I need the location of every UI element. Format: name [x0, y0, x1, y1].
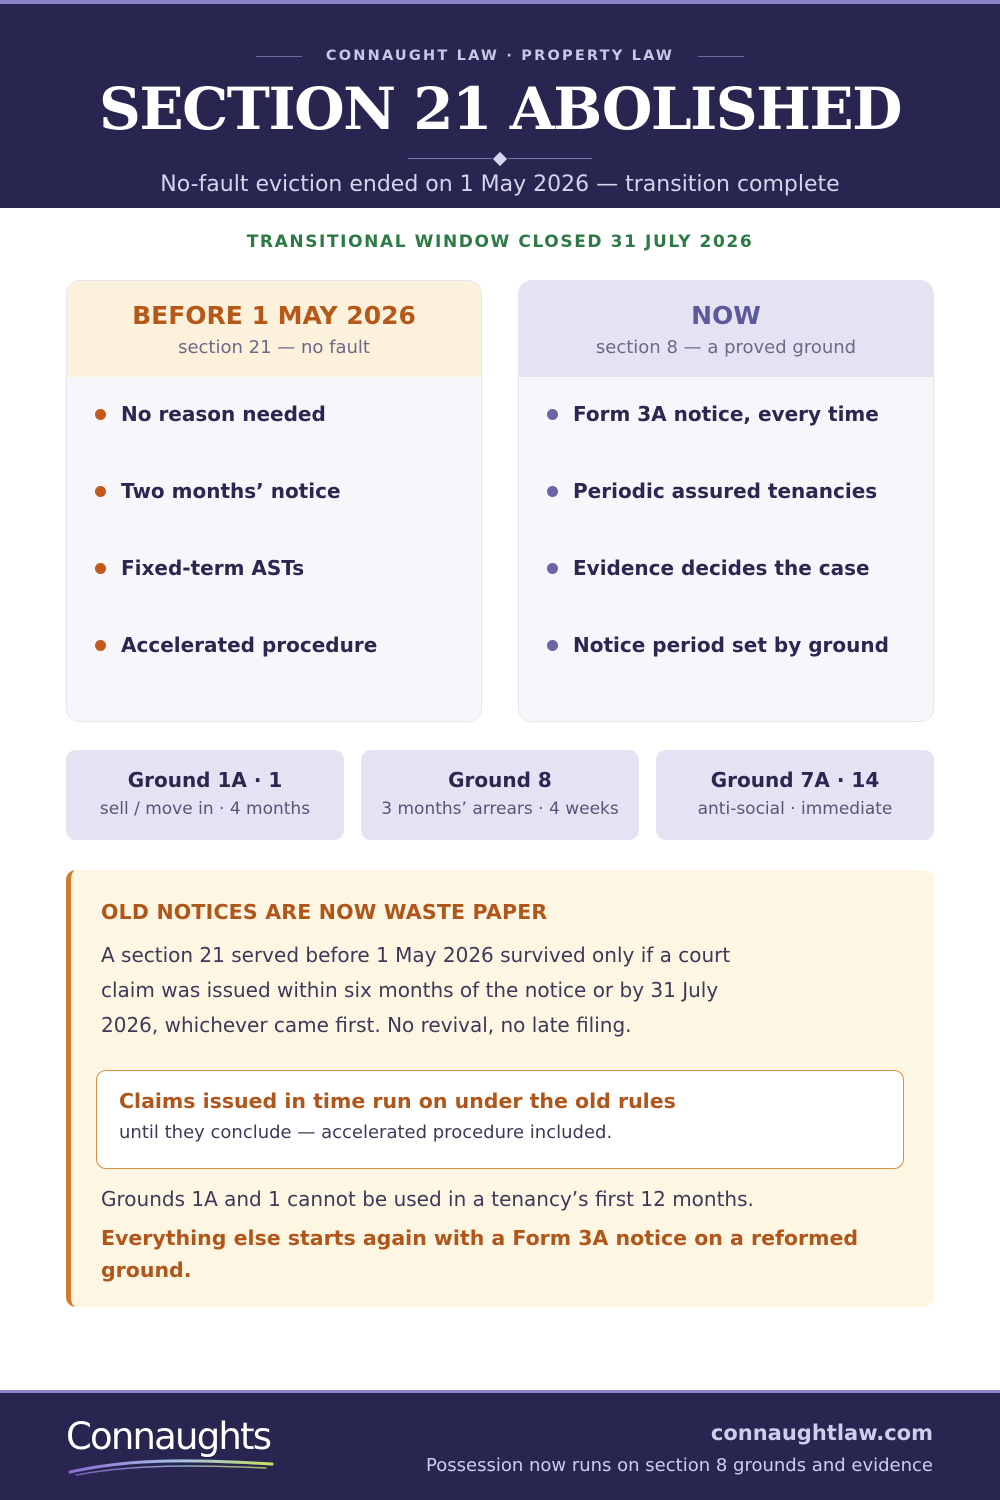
ground-chip-7a: [656, 750, 934, 840]
header-banner: [0, 0, 1000, 208]
callout-title: Claims issued in time run on under the old rules: [119, 1089, 676, 1113]
website-link[interactable]: connaughtlaw.com: [710, 1421, 933, 1445]
bullet-icon: [547, 640, 558, 651]
list-item: Two months’ notice: [95, 476, 481, 553]
logo-swoosh-icon: [66, 1455, 276, 1479]
connaughts-logo: [66, 1415, 286, 1475]
title-divider: [408, 152, 592, 166]
now-card-header: [519, 281, 933, 377]
diamond-icon: [493, 152, 507, 166]
list-item: Fixed-term ASTs: [95, 553, 481, 630]
eyebrow-text: CONNAUGHT LAW · PROPERTY LAW: [325, 48, 675, 64]
panel-body-line: A section 21 served before 1 May 2026 survived only if a court: [101, 943, 731, 967]
eyebrow: [0, 48, 1000, 64]
page-title: SECTION 21 ABOLISHED: [99, 75, 901, 143]
bullet-icon: [95, 563, 106, 574]
footer: [0, 1390, 1000, 1500]
list-item: Form 3A notice, every time: [547, 399, 933, 476]
list-item: Periodic assured tenancies: [547, 476, 933, 553]
panel-body-line: claim was issued within six months of the notice or by 31 July: [101, 978, 719, 1002]
ground-chip-8: [361, 750, 639, 840]
eyebrow-rule-left: [256, 56, 302, 57]
before-card-title: BEFORE 1 MAY 2026: [132, 301, 416, 330]
list-item: Evidence decides the case: [547, 553, 933, 630]
now-card-subtitle: section 8 — a proved ground: [595, 337, 857, 358]
panel-note: Grounds 1A and 1 cannot be used in a tenancy’s first 12 months.: [101, 1187, 754, 1211]
callout-subtitle: until they conclude — accelerated procedure included.: [119, 1122, 613, 1143]
panel-body-line: 2026, whichever came first. No revival, no late filing.: [101, 1013, 632, 1037]
logo-wordmark: Connaughts: [66, 1415, 271, 1458]
eyebrow-rule-right: [698, 56, 744, 57]
ground-chip-title: Ground 7A · 14: [710, 768, 880, 792]
transitional-window-note: TRANSITIONAL WINDOW CLOSED 31 JULY 2026: [246, 232, 754, 252]
bullet-icon: [547, 409, 558, 420]
list-item: Accelerated procedure: [95, 630, 481, 707]
ground-chip-1a: [66, 750, 344, 840]
bullet-icon: [95, 640, 106, 651]
old-notices-panel: [66, 870, 934, 1307]
bullet-icon: [547, 486, 558, 497]
list-item: No reason needed: [95, 399, 481, 476]
panel-body: [101, 938, 791, 1043]
ground-chip-title: Ground 8: [448, 768, 552, 792]
before-card-header: [67, 281, 481, 377]
now-card: [518, 280, 934, 722]
ground-chip-subtitle: 3 months’ arrears · 4 weeks: [381, 799, 619, 819]
claims-in-time-callout: [96, 1070, 904, 1169]
bullet-icon: [95, 486, 106, 497]
panel-conclusion: Everything else starts again with a Form 3A notice on a reformed ground.: [101, 1226, 859, 1282]
before-list: [67, 377, 481, 707]
ground-chip-title: Ground 1A · 1: [127, 768, 283, 792]
page-subtitle: No-fault eviction ended on 1 May 2026 — transition complete: [160, 172, 840, 197]
ground-chip-subtitle: sell / move in · 4 months: [99, 799, 311, 819]
now-card-title: NOW: [691, 301, 761, 330]
bullet-icon: [95, 409, 106, 420]
before-card-subtitle: section 21 — no fault: [178, 337, 370, 358]
ground-chip-subtitle: anti-social · immediate: [697, 799, 893, 819]
now-list: [519, 377, 933, 707]
bullet-icon: [547, 563, 558, 574]
footer-tagline: Possession now runs on section 8 grounds and evidence: [426, 1455, 933, 1476]
before-card: [66, 280, 482, 722]
list-item: Notice period set by ground: [547, 630, 933, 707]
panel-title: OLD NOTICES ARE NOW WASTE PAPER: [101, 900, 548, 924]
